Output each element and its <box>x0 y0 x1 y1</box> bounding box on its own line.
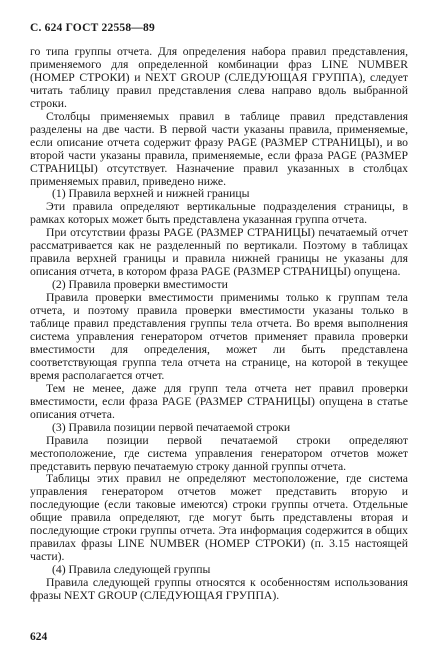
body-text <box>30 46 408 603</box>
section-heading-2: (2) Правила проверки вместимости <box>52 278 228 292</box>
paragraph-first-line-rules: Правила позиции первой печатаемой строки определяют местоположение, где система управления генератором отчетов может представить первую печатаемую строку данной группы отчета. <box>30 433 408 473</box>
paragraph-subsequent-lines: Таблицы этих правил не определяют местоположение, где система управления генератором отчетов может представить вторую и последующие (если таковые имеются) строки группы отчета. Отдельные общие правила определяют, где могут быть представлены вторая и последующие строки группы отчета. Эта информация содержится в общих правилах фразы LINE NUMBER (НОМЕР СТРОКИ) (п. 3.15 настоящей части). <box>30 472 408 564</box>
paragraph-fit-rules: Правила проверки вместимости применимы только к группам тела отчета, и поэтому правила проверки вместимости указаны только в таблице правил представления группы тела отчета. Во время выполнения система управления генератором отчетов применяет правила проверки вместимости для определения, может ли быть представлена соответствующая группа тела отчета на странице, на которой в текущее время располагается отчет. <box>30 291 408 382</box>
section-heading-4: (4) Правила следующей группы <box>52 563 211 577</box>
paragraph-next-group: Правила следующей группы относятся к особенностям использования фразы NEXT GROUP (СЛЕДУЮЩАЯ ГРУППА). <box>30 576 408 603</box>
paragraph-fit-exception: Тем не менее, даже для групп тела отчета нет правил проверки вместимости, если фраза PAGE (РАЗМЕР СТРАНИЦЫ) опущена в статье описания отчета. <box>30 381 408 421</box>
paragraph-no-page-clause: При отсутствии фразы PAGE (РАЗМЕР СТРАНИЦЫ) печатаемый отчет рассматривается как не разделенный по вертикали. Поэтому в таблицах правила верхней границы и правила нижней границы не указаны для описания отчета, в котором фраза PAGE (РАЗМЕР СТРАНИЦЫ) опущена. <box>30 226 408 279</box>
running-header: С. 624 ГОСТ 22558—89 <box>30 22 155 34</box>
section-heading-1: (1) Правила верхней и нижней границы <box>52 187 250 201</box>
paragraph-columns: Столбцы применяемых правил в таблице правил представления разделены на две части. В первой части указаны правила, применяемые, если описание отчета содержит фразу PAGE (РАЗМЕР СТРАНИЦЫ), и во второй части указаны правила, применяемые, если фраза PAGE (РАЗМЕР СТРАНИЦЫ) отсутствует. Назначение правил указанных в столбцах применяемых правил, приведено ниже. <box>30 109 408 188</box>
section-heading-3: (3) Правила позиции первой печатаемой строки <box>52 420 291 434</box>
paragraph-boundary-rules: Эти правила определяют вертикальные подразделения страницы, в рамках которых может быть представлена указанная группа отчета. <box>30 200 408 227</box>
paragraph-continuation: го типа группы отчета. Для определения набора правил представления, применяемого для определенной комбинации фраз LINE NUMBER (НОМЕР СТРОКИ) и NEXT GROUP (СЛЕДУЮЩАЯ ГРУППА), следует читать таблицу правил представления слева направо вдоль выбранной строки. <box>30 45 408 110</box>
page-number: 624 <box>30 631 48 643</box>
